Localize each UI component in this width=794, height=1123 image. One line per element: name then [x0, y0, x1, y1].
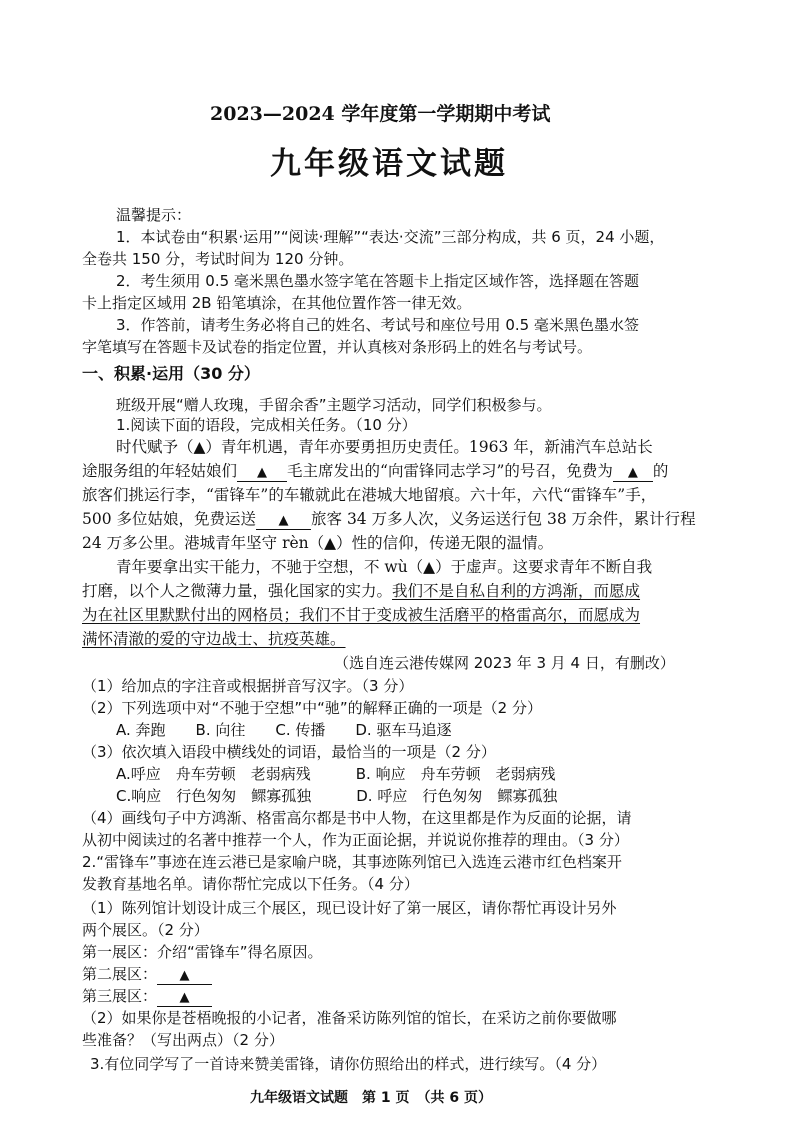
- passage-text: 500 多位姑娘，免费运送: [82, 510, 257, 528]
- passage-source: （选自连云港传媒网 2023 年 3 月 4 日，有删改）: [334, 654, 675, 672]
- notice-line-4: 卡上指定区域用 2B 铅笔填涂，在其他位置作答一律无效。: [82, 294, 472, 312]
- question-1-1: （1）给加点的字注音或根据拼音写汉字。（3 分）: [82, 677, 414, 695]
- passage-line-4: [82, 509, 696, 530]
- question-2-1-line-1: （1）陈列馆计划设计成三个展区，现已设计好了第一展区，请你帮忙再设计另外: [82, 899, 617, 917]
- passage-line-2: [82, 461, 668, 482]
- passage-text: 毛主席发出的“向雷锋同志学习”的号召，免费为: [287, 462, 613, 480]
- zone-3-label: 第三展区：: [82, 987, 158, 1005]
- question-1-3-options-ab: A.呼应 舟车劳顿 老弱病残 B. 响应 舟车劳顿 老弱病残: [116, 765, 556, 783]
- question-3: 3.有位同学写了一首诗来赞美雷锋，请你仿照给出的样式，进行续写。（4 分）: [90, 1055, 607, 1073]
- answer-blank: ▲: [237, 463, 287, 482]
- question-2-line-2: 发教育基地名单。请你帮忙完成以下任务。（4 分）: [82, 875, 419, 893]
- passage-line-9: 满怀清澈的爱的守边战士、抗疫英雄。: [82, 630, 346, 648]
- passage-text: 的: [652, 462, 669, 480]
- notice-line-1: 1．本试卷由“积累·运用”“阅读·理解”“表达·交流”三部分构成，共 6 页，24 小题，: [116, 228, 665, 246]
- notice-line-2: 全卷共 150 分，考试时间为 120 分钟。: [82, 250, 354, 268]
- answer-blank: ▲: [157, 966, 212, 985]
- question-1-2-options: A. 奔跑 B. 向往 C. 传播 D. 驱车马追逐: [116, 721, 452, 739]
- notice-label: 温馨提示：: [116, 206, 192, 224]
- passage-text: 旅客 34 万多人次，义务运送行包 38 万余件，累计行程: [311, 510, 696, 528]
- exhibition-zone-2: [82, 964, 212, 985]
- passage-line-3: 旅客们挑运行李，“雷锋车”的车辙就此在港城大地留痕。六十年，六代“雷锋车”手，: [82, 486, 657, 504]
- question-1-3: （3）依次填入语段中横线处的词语，最恰当的一项是（2 分）: [82, 743, 496, 761]
- exam-title: 2023—2024 学年度第一学期期中考试: [210, 103, 551, 125]
- question-1-2: （2）下列选项中对“不驰于空想”中“驰”的解释正确的一项是（2 分）: [82, 699, 542, 717]
- section-heading: 一、积累·运用（30 分）: [82, 364, 260, 383]
- answer-blank: ▲: [613, 463, 653, 482]
- passage-text: 途服务组的年轻姑娘们: [82, 462, 238, 480]
- passage-line-1: 时代赋予（▲）青年机遇，青年亦要勇担历史责任。1963 年，新浦汽车总站长: [116, 438, 653, 456]
- answer-blank: ▲: [157, 988, 212, 1007]
- question-2-2-line-2: 些准备？（写出两点）（2 分）: [82, 1031, 284, 1049]
- question-2-1-line-2: 两个展区。（2 分）: [82, 921, 209, 939]
- passage-line-6: 青年要拿出实干能力，不驰于空想，不 wù（▲）于虚声。这要求青年不断自我: [116, 558, 653, 576]
- question-2-2-line-1: （2）如果你是苍梧晚报的小记者，准备采访陈列馆的馆长，在采访之前你要做哪: [82, 1009, 617, 1027]
- passage-text: 打磨，以个人之微薄力量，强化国家的实力。: [82, 582, 393, 600]
- passage-line-7: [82, 581, 640, 601]
- question-1-stem: 1.阅读下面的语段，完成相关任务。（10 分）: [116, 416, 417, 434]
- zone-2-label: 第二展区：: [82, 965, 158, 983]
- question-1-4-line-2: 从初中阅读过的名著中推荐一个人，作为正面论据，并说说你推荐的理由。（3 分）: [82, 831, 629, 849]
- answer-blank: ▲: [256, 511, 311, 530]
- section-intro: 班级开展“赠人玫瑰，手留余香”主题学习活动，同学们积极参与。: [116, 396, 552, 414]
- notice-line-3: 2．考生须用 0.5 毫米黑色墨水签字笔在答题卡上指定区域作答，选择题在答题: [116, 272, 639, 290]
- question-2-line-1: 2.“雷锋车”事迹在连云港已是家喻户晓，其事迹陈列馆已入选连云港市红色档案开: [82, 853, 622, 871]
- exhibition-zone-3: [82, 986, 212, 1007]
- underlined-sentence: 我们不是自私自利的方鸿渐，而愿成: [392, 582, 641, 600]
- passage-line-8: 为在社区里默默付出的网格员；我们不甘于变成被生活磨平的格雷高尔，而愿成为: [82, 606, 641, 624]
- subject-title: 九年级语文试题: [270, 146, 508, 182]
- question-1-4-line-1: （4）画线句子中方鸿渐、格雷高尔都是书中人物，在这里都是作为反面的论据，请: [82, 809, 632, 827]
- question-1-3-options-cd: C.响应 行色匆匆 鳏寡孤独 D. 呼应 行色匆匆 鳏寡孤独: [116, 787, 558, 805]
- notice-line-5: 3．作答前，请考生务必将自己的姓名、考试号和座位号用 0.5 毫米黑色墨水签: [116, 316, 639, 334]
- notice-line-6: 字笔填写在答题卡及试卷的指定位置，并认真核对条形码上的姓名与考试号。: [82, 338, 593, 356]
- page-footer: 九年级语文试题 第 1 页 （共 6 页）: [250, 1090, 492, 1106]
- exhibition-zone-1: 第一展区：介绍“雷锋车”得名原因。: [82, 943, 323, 961]
- passage-line-5: 24 万多公里。港城青年坚守 rèn（▲）性的信仰，传递无限的温情。: [82, 534, 554, 552]
